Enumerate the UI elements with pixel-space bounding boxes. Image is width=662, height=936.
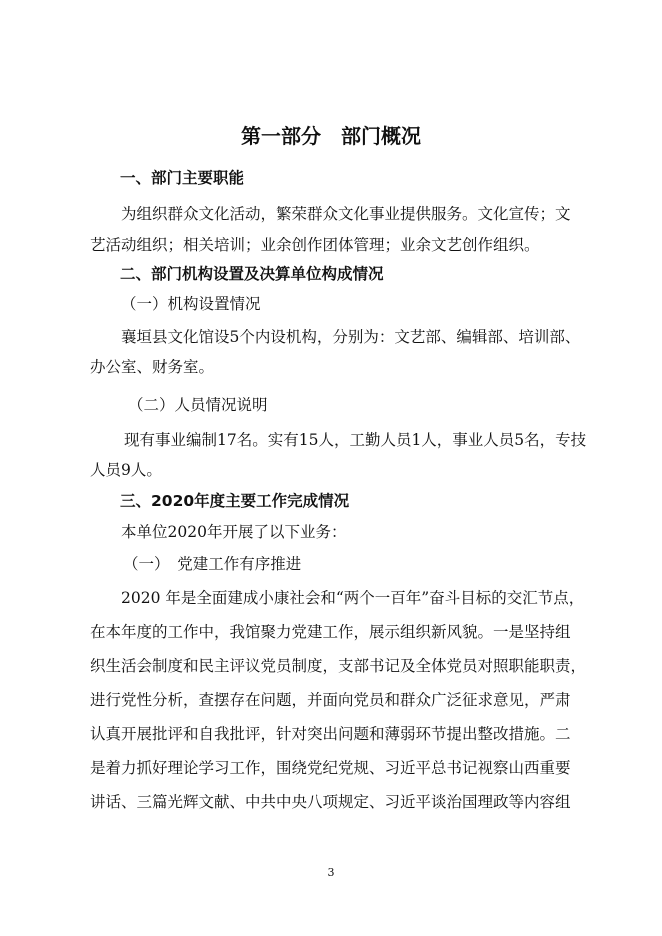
page-number: 3 — [327, 866, 335, 879]
section-2-heading: 二、部门机构设置及决算单位构成情况 — [120, 265, 384, 283]
paragraph-line: 为组织群众文化活动，繁荣群众文化事业提供服务。文化宣传；文 — [121, 205, 571, 223]
paragraph-line: 进行党性分析，查摆存在问题，并面向党员和群众广泛征求意见，严肃 — [90, 691, 571, 709]
section-3-heading: 三、2020年度主要工作完成情况 — [120, 492, 350, 510]
paragraph-line: 是着力抓好理论学习工作，围绕党纪党规、习近平总书记视察山西重要 — [90, 759, 571, 777]
paragraph-line: 人员9人。 — [90, 461, 162, 479]
paragraph-line: 襄垣县文化馆设5个内设机构，分别为：文艺部、编辑部、培训部、 — [121, 328, 581, 346]
section-1-heading: 一、部门主要职能 — [120, 169, 245, 187]
paragraph-line: 本单位2020年开展了以下业务： — [121, 523, 347, 541]
paragraph-line: 在本年度的工作中，我馆聚力党建工作，展示组织新风貌。一是坚持组 — [90, 623, 571, 641]
paragraph-line: 2020 年是全面建成小康社会和“两个一百年”奋斗目标的交汇节点， — [121, 589, 585, 607]
paragraph-line: 艺活动组织；相关培训；业余创作团体管理；业余文艺创作组织。 — [90, 236, 540, 254]
subheading: （二）人员情况说明 — [128, 396, 268, 414]
paragraph-line: 织生活会制度和民主评议党员制度，支部书记及全体党员对照职能职责， — [90, 657, 587, 675]
subheading: （一）机构设置情况 — [121, 295, 261, 313]
paragraph-line: 认真开展批评和自我批评，针对突出问题和薄弱环节提出整改措施。二 — [90, 725, 571, 743]
subheading: （一） 党建工作有序推进 — [123, 555, 302, 573]
paragraph-line: 现有事业编制17名。实有15人，工勤人员1人，事业人员5名，专技 — [124, 431, 587, 449]
page-title: 第一部分 部门概况 — [241, 124, 421, 148]
paragraph-line: 办公室、财务室。 — [90, 358, 215, 376]
paragraph-line: 讲话、三篇光辉文献、中共中央八项规定、习近平谈治国理政等内容组 — [90, 793, 571, 811]
